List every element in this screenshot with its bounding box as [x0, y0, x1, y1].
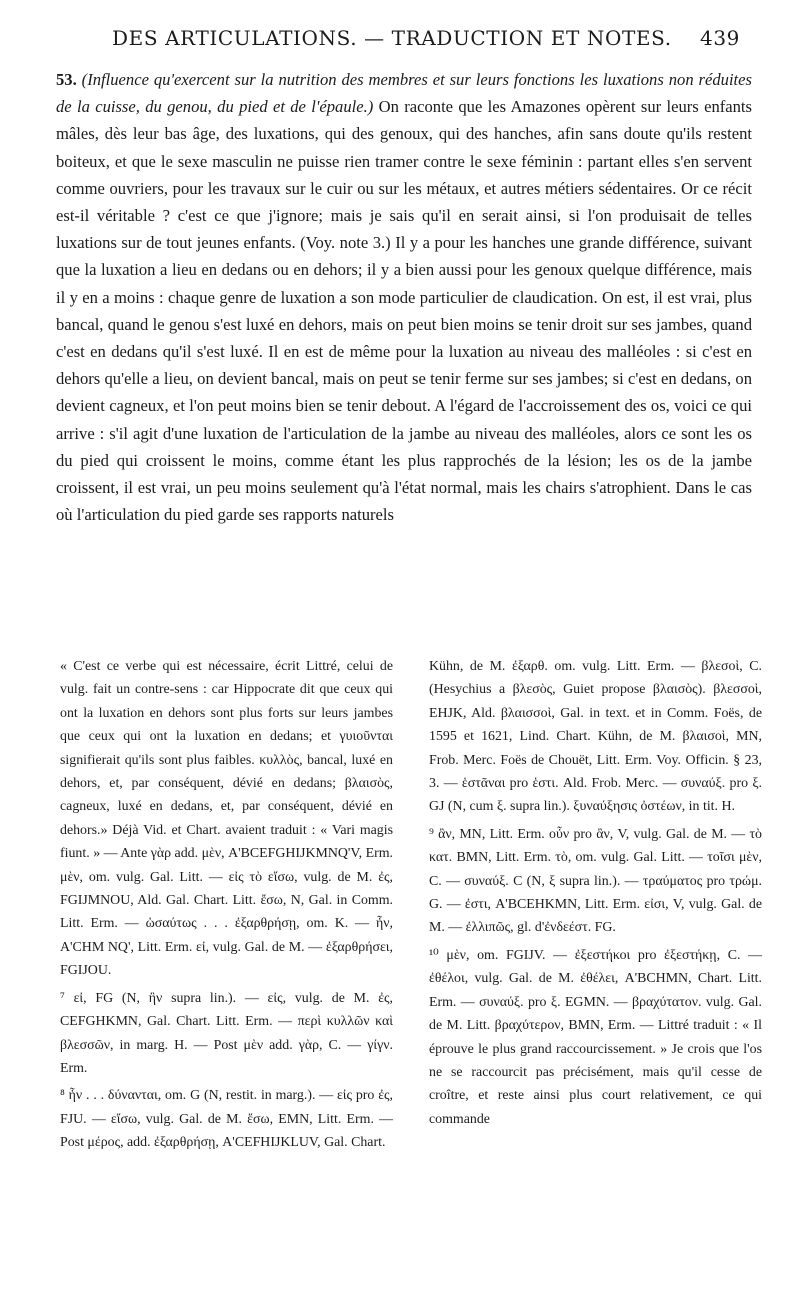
section-number: 53. — [56, 70, 77, 89]
footnote-8: ⁸ ἦν . . . δύνανται, om. G (N, restit. in marg.). — εἰς pro ἐς, FJU. — εἴσω, vulg. Gal. de M. ἔσω, EMN, Litt. Erm. — Post μέρος, add. ἐξαρθρήσῃ, A'CEFHIJKLUV, Gal. Chart. — [60, 1088, 393, 1151]
footnote-continued: Kühn, de M. ἐξαρθ. om. vulg. Litt. Erm. — βλεσοὶ, C. (Hesychius a βλεσὸς, Guiet propose βλαισὸς). βλεσσοὶ, EHJK, Ald. βλαισσοὶ, Gal. in text. et in Comm. Foës, de 1595 et 1621, Lind. Chart. Kühn, de M. βλαισοὶ, MN, Frob. Merc. Foës de Chouët, Litt. Erm. Voy. Officin. § 23, 3. — ἑστᾶναι pro ἑστι. Ald. Frob. Merc. — συναύξ. pro ξ. GJ (N, cum ξ. supra lin.). ξυναύξησις ὀστέων, in tit. H. — [429, 659, 762, 815]
footnotes-left-column — [60, 655, 393, 1295]
footnotes-right-column — [429, 655, 762, 1295]
section-lead: (Influence qu'exercent sur la nutrition des membres et sur leurs fonctions les luxations non réduites de la cuisse, du genou, du pied et de l'épaule.) — [56, 70, 752, 117]
page-number: 439 — [700, 26, 740, 50]
paragraph-53 — [56, 66, 752, 528]
section-body: On raconte que les Amazones opèrent sur leurs enfants mâles, dès leur bas âge, des luxations, qui des genoux, qui des hanches, afin sans doute qu'ils restent boiteux, et que le sexe masculin ne puisse rien tramer contre le sexe féminin : partant elles s'en servent comme ouvriers, pour les travaux sur le cuir ou sur les métaux, et autres métiers sédentaires. Or ce récit est-il véritable ? c'est ce que j'ignore; mais je sais qu'il en serait ainsi, si l'on produisait de telles luxations sur de tout jeunes enfants. (Voy. note 3.) Il y a pour les hanches une grande différence, suivant que la luxation a lieu en dedans ou en dehors; il y a bien aussi pour les genoux quelque différence, mais il y en a moins : chaque genre de luxation a son mode particulier de claudication. On est, il est vrai, plus bancal, quand le genou s'est luxé en dehors, mais on peut bien moins se tenir droit sur ses jambes, quand c'est en dedans qu'il s'est luxé. Il en est de même pour la luxation au niveau des malléoles : si c'est en dehors qu'elle a lieu, on devient bancal, mais on peut se tenir ferme sur ses jambes; si c'est en dedans, on devient cagneux, et l'on peut moins bien se tenir debout. A l'égard de l'accroissement des os, voici ce qui arrive : s'il agit d'une luxation de l'articulation de la jambe au niveau des malléoles, alors ce sont les os du pied qui croissent le moins, comme étant les plus rapprochés de la lésion; les os de la jambe croissent, il est vrai, un peu moins seulement qu'à l'état normal, mais les chairs s'atrophient. Dans le cas où l'articulation du pied garde ses rapports naturels — [56, 97, 752, 525]
footnotes — [60, 655, 762, 1295]
footnote: « C'est ce verbe qui est nécessaire, écrit Littré, celui de vulg. fait un contre-sens : car Hippocrate dit que ceux qui ont la luxation en dehors sont plus forts sur leurs jambes que ceux qui ont la luxation en dedans; et γυιοῦνται signifierait qu'ils sont plus faibles. κυλλὸς, bancal, luxé en dehors, et, par conséquent, dévié en dedans; βλαισὸς, cagneux, luxé en dedans, et, par conséquent, dévié en dehors.» Déjà Vid. et Chart. avaient traduit : « Vari magis fiunt. » — Ante γὰρ add. μὲν, A'BCEFGHIJKMNQ'V, Erm. μὲν, om. vulg. Gal. Litt. — εἰς τὸ εἴσω, vulg. de M. ἐς, FGIJMNOU, Ald. Gal. Chart. Litt. ἔσω, N, Gal. in Comm. Litt. Erm. — ὡσαύτως . . . ἐξαρθρήσῃ, om. K. — ἦν, A'CHM NQ', Litt. Erm. εἰ, vulg. Gal. de M. — ἐξαρθρήσει, FGIJOU. — [60, 659, 393, 979]
footnote-9: ⁹ ἂν, MN, Litt. Erm. οὖν pro ἂν, V, vulg. Gal. de M. — τὸ κατ. BMN, Litt. Erm. τὸ, om. vulg. Gal. Litt. — τοῖσι μὲν, C. — συναύξ. C (N, ξ supra lin.). — τραύματος pro τρώμ. G. — ἐστι, A'BCEHKMN, Litt. Erm. εἰσι, V, vulg. Gal. de M. — ἐλλιπῶς, gl. d'ἐνδεέστ. FG. — [429, 826, 762, 936]
footnote-10: ¹⁰ μὲν, om. FGIJV. — ἐξεστήκοι pro ἐξεστήκῃ, C. — ἐθέλοι, vulg. Gal. de M. ἐθέλει, A'BCHMN, Chart. Litt. Erm. — συναύξ. pro ξ. EGMN. — βραχύτατον. vulg. Gal. de M. Litt. βραχύτερον, BMN, Erm. — Littré traduit : « Il éprouve le plus grand raccourcissement. » Je crois que l'os ne se raccourcit pas précisément, mais qu'il cesse de croître, et reste ainsi plus court relativement, ce qui commande — [429, 947, 762, 1127]
header-title: DES ARTICULATIONS. — TRADUCTION ET NOTES. — [112, 26, 672, 50]
running-header — [60, 26, 740, 60]
footnote-7: ⁷ εἰ, FG (N, ἢν supra lin.). — εἰς, vulg. de M. ἐς, CEFGHKMN, Gal. Chart. Litt. Erm. — περὶ κυλλῶν καὶ βλεσσῶν, in marg. H. — Post μὲν add. γὰρ, C. — γίγν. Erm. — [60, 990, 393, 1076]
main-text — [56, 66, 752, 528]
